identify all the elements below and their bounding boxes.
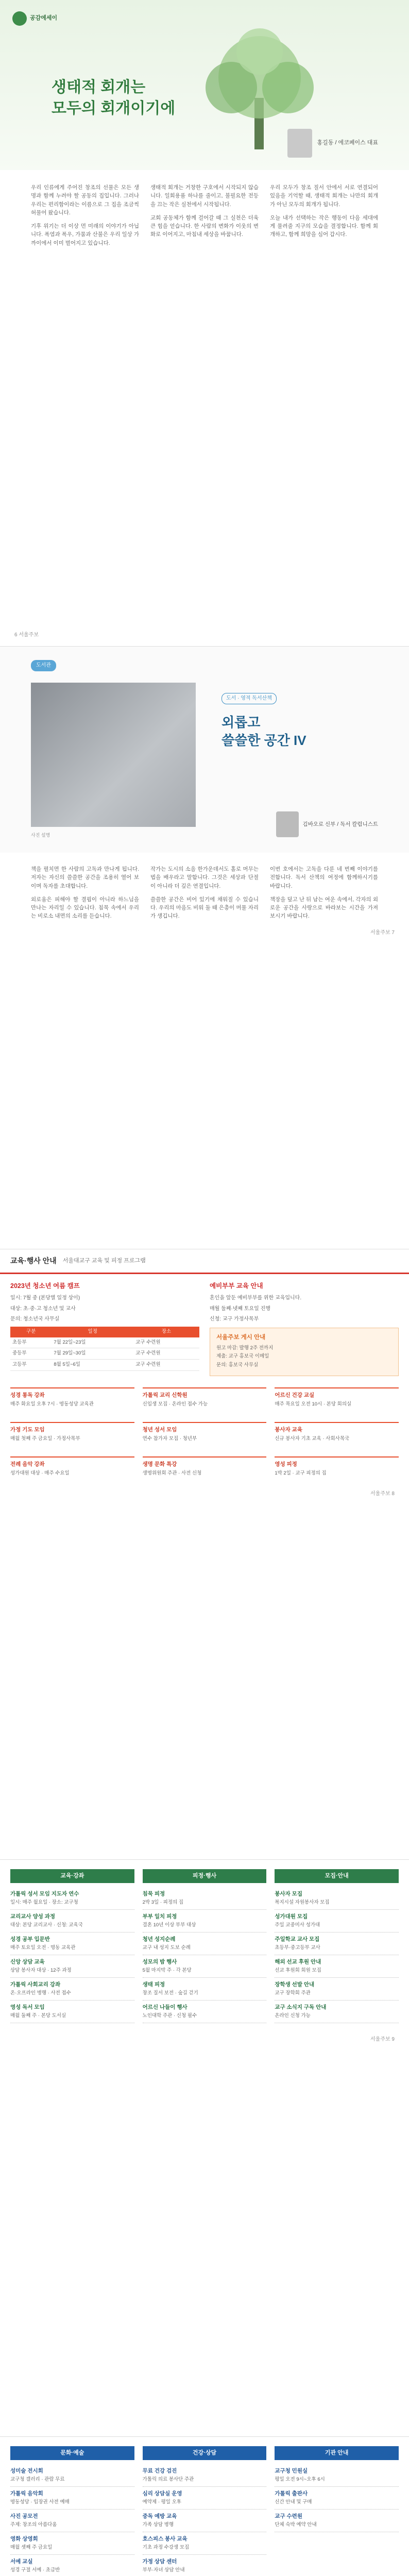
event-title: 침묵 피정 [142, 1891, 165, 1897]
event-item[interactable] [275, 1910, 399, 1933]
culture-item[interactable] [275, 2510, 399, 2532]
culture-category: 건강·상담 [143, 2446, 267, 2460]
event-item[interactable] [143, 1955, 267, 1978]
essay-body [0, 170, 409, 252]
culture-title: 서예 교실 [10, 2558, 33, 2565]
culture-col-2 [143, 2446, 267, 2576]
culture-item[interactable] [143, 2532, 267, 2555]
library-paragraph: 외로움은 피해야 할 결핍이 아니라 하느님을 만나는 자리일 수 있습니다. 침묵 속에서 우리는 비로소 내면의 소리를 듣습니다. [31, 896, 139, 920]
table-cell: 교구 수련원 [133, 1337, 199, 1348]
culture-title: 교구 수련원 [275, 2513, 302, 2520]
marriage-title: 예비부부 교육 안내 [210, 1282, 263, 1290]
author-photo [276, 811, 299, 837]
camp-title: 2023년 청소년 여름 캠프 [10, 1282, 80, 1290]
essay-paragraph: 기후 위기는 더 이상 먼 미래의 이야기가 아닙니다. 폭염과 폭우, 가뭄과 산불은 우리 일상 가까이에서 이미 벌어지고 있습니다. [31, 223, 139, 246]
event-detail: 온·오프라인 병행 · 사전 접수 [10, 1990, 71, 1996]
library-paragraph: 책을 펼치면 한 사람의 고독과 만나게 됩니다. 저자는 자신의 쓸쓸한 공간을 조용히 열어 보이며 독자를 초대합니다. [31, 866, 139, 889]
event-detail: 5월 마지막 주 · 각 본당 [142, 1968, 192, 1974]
culture-detail: 가톨릭 의료 봉사단 주관 [142, 2477, 194, 2483]
camp-detail: 문의: 청소년국 사무실 [10, 1316, 60, 1323]
program-card-title: 성경 통독 강좌 [10, 1392, 45, 1398]
program-card-detail: 성가대원 대상 · 매주 수요일 [10, 1470, 70, 1477]
event-item[interactable] [143, 1910, 267, 1933]
culture-title: 교구청 민원실 [275, 2468, 308, 2475]
table-header-cell: 장소 [133, 1327, 199, 1337]
table-cell: 초등부 [10, 1337, 52, 1348]
culture-item[interactable] [143, 2464, 267, 2487]
culture-detail: 매월 셋째 주 금요일 [10, 2545, 53, 2551]
culture-detail: 부부·자녀 상담 안내 [142, 2567, 185, 2573]
event-title: 어르신 나들이 행사 [142, 2004, 188, 2010]
culture-item[interactable] [10, 2555, 134, 2576]
event-title: 봉사자 모집 [275, 1891, 302, 1897]
culture-title: 성미술 전시회 [10, 2468, 43, 2475]
culture-item[interactable] [10, 2532, 134, 2555]
notice-title: 서울주보 게시 안내 [216, 1334, 266, 1341]
event-detail: 창조 질서 보전 · 숲길 걷기 [142, 1990, 198, 1996]
programs-right [210, 1281, 399, 1376]
library-title: 외롭고 쓸쓸한 공간 IV [221, 715, 306, 749]
event-item[interactable] [10, 1887, 134, 1910]
culture-detail: 예약제 · 평일 오후 [142, 2499, 181, 2505]
culture-category: 문화·예술 [10, 2446, 134, 2460]
program-card-detail: 신입생 모집 · 온라인 접수 가능 [142, 1401, 208, 1408]
programs-left [10, 1281, 199, 1376]
essay-paragraph: 우리 인류에게 주어진 창조의 선물은 모든 생명과 함께 누려야 할 공동의 집입니다. 그러나 우리는 편리함이라는 이름으로 그 집을 조금씩 허물어 왔습니다. [31, 184, 139, 216]
table-cell: 중등부 [10, 1348, 52, 1360]
program-card-detail: 매주 화요일 오후 7시 · 명동성당 교육관 [10, 1401, 94, 1408]
library-paragraph: 책장을 덮고 난 뒤 남는 여운 속에서, 각자의 외로운 공간을 사랑으로 바라보는 시간을 가져 보시기 바랍니다. [270, 896, 378, 920]
event-detail: 매주 토요일 오전 · 명동 교육관 [10, 1945, 76, 1951]
culture-title: 사진 공모전 [10, 2513, 38, 2520]
camp-details [10, 1294, 199, 1324]
culture-title: 가톨릭 음악회 [10, 2490, 43, 2497]
program-card-detail: 신규 봉사자 기초 교육 · 사회사목국 [275, 1436, 350, 1442]
program-card-title: 가톨릭 교리 신학원 [142, 1392, 188, 1398]
events-category: 모집·안내 [275, 1869, 399, 1883]
program-card-title: 봉사자 교육 [275, 1426, 302, 1433]
camp-detail: 대상: 초·중·고 청소년 및 교사 [10, 1306, 76, 1312]
table-header-cell: 구분 [10, 1327, 52, 1337]
culture-title: 가톨릭 출판사 [275, 2490, 308, 2497]
program-card-detail: 매주 목요일 오전 10시 · 본당 회의실 [275, 1401, 352, 1408]
culture-item[interactable] [10, 2464, 134, 2487]
essay-column [270, 183, 378, 252]
events-category: 피정·행사 [143, 1869, 267, 1883]
library-tag: 도서관 [31, 660, 56, 671]
essay-title [52, 77, 175, 119]
culture-detail: 기초 과정 수강생 모집 [142, 2545, 190, 2551]
essay-section [0, 0, 409, 647]
camp-detail: 일시: 7월 중 (본당별 일정 상이) [10, 1295, 80, 1301]
table-header-row [10, 1327, 199, 1337]
culture-section [0, 2437, 409, 2576]
marriage-details [210, 1294, 399, 1324]
event-detail: 온라인 신청 가능 [275, 2013, 311, 2019]
culture-item[interactable] [143, 2510, 267, 2532]
program-card[interactable] [10, 1422, 134, 1443]
event-title: 영성 독서 모임 [10, 2004, 45, 2010]
event-item[interactable] [143, 1933, 267, 1955]
program-card-detail: 매월 첫째 주 금요일 · 가정사목부 [10, 1436, 80, 1442]
essay-paragraph: 오늘 내가 선택하는 작은 행동이 다음 세대에게 물려줄 지구의 모습을 결정합니다. 함께 회개하고, 함께 희망을 심어 갑시다. [270, 214, 378, 238]
program-card[interactable] [275, 1422, 399, 1443]
program-card-title: 가정 기도 모임 [10, 1426, 45, 1433]
essay-paragraph: 우리 모두가 창조 질서 안에서 서로 연결되어 있음을 기억할 때, 생태적 회개는 나만의 회개가 아닌 모두의 회개가 됩니다. [270, 184, 378, 208]
author-name: 홍길동 / 에코페이스 대표 [317, 140, 378, 146]
program-card-detail: 1박 2일 · 교구 피정의 집 [275, 1470, 327, 1477]
library-page-number: 서울주보 7 [370, 929, 395, 936]
table-cell: 고등부 [10, 1360, 52, 1371]
library-header [0, 647, 409, 853]
event-item[interactable] [143, 2001, 267, 2023]
culture-detail: 가족 상담 병행 [142, 2522, 174, 2528]
event-title: 성가대원 모집 [275, 1913, 308, 1920]
events-category: 교육·강좌 [10, 1869, 134, 1883]
event-title: 가톨릭 성서 모임 지도자 연수 [10, 1891, 79, 1897]
program-card[interactable] [143, 1387, 267, 1409]
camp-table [10, 1327, 199, 1371]
events-col-2 [143, 1869, 267, 2023]
author-name: 김바오로 신부 / 독서 칼럼니스트 [302, 821, 378, 827]
culture-detail: 성경 구절 서예 · 초급반 [10, 2567, 60, 2573]
program-cards [0, 1383, 409, 1487]
event-item[interactable] [275, 1955, 399, 1978]
notice-box [210, 1328, 399, 1376]
table-row [10, 1337, 199, 1348]
event-item[interactable] [275, 1933, 399, 1955]
event-item[interactable] [10, 2001, 134, 2023]
author-photo [287, 129, 312, 158]
event-detail: 상담 봉사자 대상 · 12주 과정 [10, 1968, 72, 1974]
event-detail: 복지시설 자원봉사자 모집 [275, 1900, 330, 1906]
table-cell: 교구 수련원 [133, 1348, 199, 1360]
program-card-title: 영성 피정 [275, 1461, 297, 1467]
event-title: 성경 공부 입문반 [10, 1936, 50, 1943]
events-col-3 [275, 1869, 399, 2023]
events-section [0, 1860, 409, 2437]
event-item[interactable] [10, 1933, 134, 1955]
event-item[interactable] [10, 1910, 134, 1933]
event-detail: 노인대학 주관 · 신청 필수 [142, 2013, 197, 2019]
culture-title: 호스피스 봉사 교육 [142, 2536, 188, 2542]
event-item[interactable] [10, 1978, 134, 2001]
notice-line: 원고 마감: 발행 2주 전까지 [216, 1345, 274, 1351]
event-item[interactable] [275, 2001, 399, 2023]
event-title: 생태 피정 [142, 1981, 165, 1988]
programs-top [0, 1274, 409, 1383]
essay-paragraph: 교회 공동체가 함께 걸어갈 때 그 실천은 더욱 큰 힘을 얻습니다. 한 사람의 변화가 이웃의 변화로 이어지고, 마침내 세상을 바꿉니다. [150, 214, 259, 238]
event-title: 신앙 상담 교육 [10, 1959, 45, 1965]
event-item[interactable] [143, 1978, 267, 2001]
notice-line: 제출: 교구 홍보국 이메일 [216, 1353, 269, 1360]
program-card-detail: 생명위원회 주관 · 사전 신청 [142, 1470, 202, 1477]
events-page-number: 서울주보 9 [370, 2036, 395, 2042]
event-detail: 초등부·중고등부 교사 [275, 1945, 320, 1951]
library-photo [31, 683, 196, 838]
event-title: 해외 선교 후원 안내 [275, 1959, 321, 1965]
event-detail: 선교 후원회 회원 모집 [275, 1968, 321, 1974]
program-card-title: 생명 문화 특강 [142, 1461, 177, 1467]
series-badge [12, 11, 57, 26]
culture-detail: 평일 오전 9시~오후 6시 [275, 2477, 325, 2483]
event-detail: 매월 둘째 주 · 본당 도서실 [10, 2013, 66, 2019]
event-title: 성모의 밤 행사 [142, 1959, 177, 1965]
culture-detail: 주제: 창조의 아름다움 [10, 2522, 57, 2528]
culture-title: 심리 상담실 운영 [142, 2490, 182, 2497]
programs-subtitle: 서울대교구 교육 및 피정 프로그램 [62, 1257, 146, 1264]
event-detail: 주일 교중미사 성가대 [275, 1922, 320, 1928]
program-card[interactable] [143, 1456, 267, 1478]
culture-grid [0, 2437, 409, 2576]
event-item[interactable] [275, 1887, 399, 1910]
photo-caption: 사진 설명 [31, 833, 50, 838]
programs-title: 교육·행사 안내 [10, 1256, 57, 1265]
library-series: 도서 · 영적 독서산책 [221, 693, 277, 704]
program-card[interactable] [143, 1422, 267, 1443]
essay-column [150, 183, 259, 252]
event-detail: 교구 장학회 주관 [275, 1990, 311, 1996]
event-detail: 결혼 10년 이상 부부 대상 [142, 1922, 196, 1928]
marriage-detail: 혼인을 앞둔 예비부부를 위한 교육입니다. [210, 1295, 302, 1301]
event-title: 교리교사 양성 과정 [10, 1913, 55, 1920]
culture-item[interactable] [143, 2555, 267, 2576]
event-detail: 대상: 본당 교리교사 · 신청: 교육국 [10, 1922, 83, 1928]
program-card-title: 어르신 건강 교실 [275, 1392, 315, 1398]
program-card-detail: 연수 참가자 모집 · 청년부 [142, 1436, 197, 1442]
program-card[interactable] [275, 1387, 399, 1409]
library-paragraph: 쓸쓸한 공간은 비어 있기에 채워질 수 있습니다. 우리의 마음도 비워 둘 때 은총이 머물 자리가 생깁니다. [150, 896, 259, 920]
culture-item[interactable] [275, 2464, 399, 2487]
culture-item[interactable] [10, 2487, 134, 2510]
library-body [0, 853, 409, 926]
table-cell: 7월 29일~30일 [52, 1348, 133, 1360]
event-item[interactable] [143, 1887, 267, 1910]
culture-detail: 명동성당 · 입장권 사전 예매 [10, 2499, 70, 2505]
table-cell: 7월 22일~23일 [52, 1337, 133, 1348]
program-card[interactable] [10, 1387, 134, 1409]
culture-item[interactable] [275, 2487, 399, 2510]
programs-page-number: 서울주보 8 [370, 1490, 395, 1497]
event-title: 부부 일치 피정 [142, 1913, 177, 1920]
programs-section [0, 1249, 409, 1860]
culture-col-1 [10, 2446, 134, 2576]
culture-title: 영화 상영회 [10, 2536, 38, 2542]
table-cell: 8월 5일~6일 [52, 1360, 133, 1371]
table-body [10, 1337, 199, 1371]
culture-item[interactable] [143, 2487, 267, 2510]
table-header-cell: 일정 [52, 1327, 133, 1337]
event-item[interactable] [10, 1955, 134, 1978]
marriage-detail: 매월 둘째·넷째 토요일 진행 [210, 1306, 270, 1312]
library-column [150, 865, 259, 926]
event-title: 주일학교 교사 모집 [275, 1936, 320, 1943]
essay-author [287, 129, 378, 158]
event-title: 청년 성지순례 [142, 1936, 176, 1943]
culture-title: 중독 예방 교육 [142, 2513, 177, 2520]
culture-category: 기관 안내 [275, 2446, 399, 2460]
culture-detail: 신간 안내 및 구매 [275, 2499, 312, 2505]
essay-paragraph: 생태적 회개는 거창한 구호에서 시작되지 않습니다. 일회용품 하나를 줄이고, 불필요한 전등을 끄는 작은 실천에서 시작됩니다. [150, 184, 259, 208]
program-card-title: 전례 음악 강좌 [10, 1461, 45, 1467]
library-column [31, 865, 139, 926]
event-detail: 교구 내 성지 도보 순례 [142, 1945, 191, 1951]
event-detail: 2박 3일 · 피정의 집 [142, 1900, 184, 1906]
marriage-detail: 신청: 교구 가정사목부 [210, 1316, 259, 1323]
table-cell: 교구 수련원 [133, 1360, 199, 1371]
essay-page-number: 6 서울주보 [14, 632, 39, 638]
culture-item[interactable] [10, 2510, 134, 2532]
culture-title: 무료 건강 검진 [142, 2468, 177, 2475]
event-title: 장학생 선발 안내 [275, 1981, 315, 1988]
library-column [270, 865, 378, 926]
table-row [10, 1360, 199, 1371]
events-grid [0, 1860, 409, 2032]
culture-col-3 [275, 2446, 399, 2576]
library-author [276, 811, 378, 837]
series-label: 공감에세이 [30, 15, 58, 22]
event-item[interactable] [275, 1978, 399, 2001]
program-card-title: 청년 성서 모임 [142, 1426, 177, 1433]
essay-title-line1: 생태적 회개는 [52, 79, 146, 96]
program-card[interactable] [275, 1456, 399, 1478]
library-paragraph: 작가는 도시의 소음 한가운데서도 홀로 머무는 법을 배우라고 말합니다. 그것은 세상과 단절이 아니라 더 깊은 연결입니다. [150, 866, 259, 889]
culture-detail: 교구청 갤러리 · 관람 무료 [10, 2477, 65, 2483]
event-detail: 일시: 매주 월요일 · 장소: 교구청 [10, 1900, 78, 1906]
table-row [10, 1348, 199, 1360]
event-title: 교구 소식지 구독 안내 [275, 2004, 327, 2010]
essay-column [31, 183, 139, 252]
leaf-icon [12, 11, 27, 26]
events-col-1 [10, 1869, 134, 2023]
culture-title: 가정 상담 센터 [142, 2558, 177, 2565]
library-paragraph: 이번 호에서는 고독을 다룬 네 번째 이야기를 전합니다. 독서 산책의 여정에 함께하시기를 바랍니다. [270, 866, 378, 889]
notice-line: 문의: 홍보국 사무실 [216, 1362, 259, 1368]
essay-title-line2: 모두의 회개이기에 [52, 99, 176, 117]
program-card[interactable] [10, 1456, 134, 1478]
culture-detail: 단체 숙박 예약 안내 [275, 2522, 317, 2528]
library-section [0, 647, 409, 1249]
event-title: 가톨릭 사회교리 강좌 [10, 1981, 61, 1988]
notice-lines [216, 1345, 392, 1369]
programs-header [0, 1249, 409, 1274]
essay-hero [0, 0, 409, 170]
